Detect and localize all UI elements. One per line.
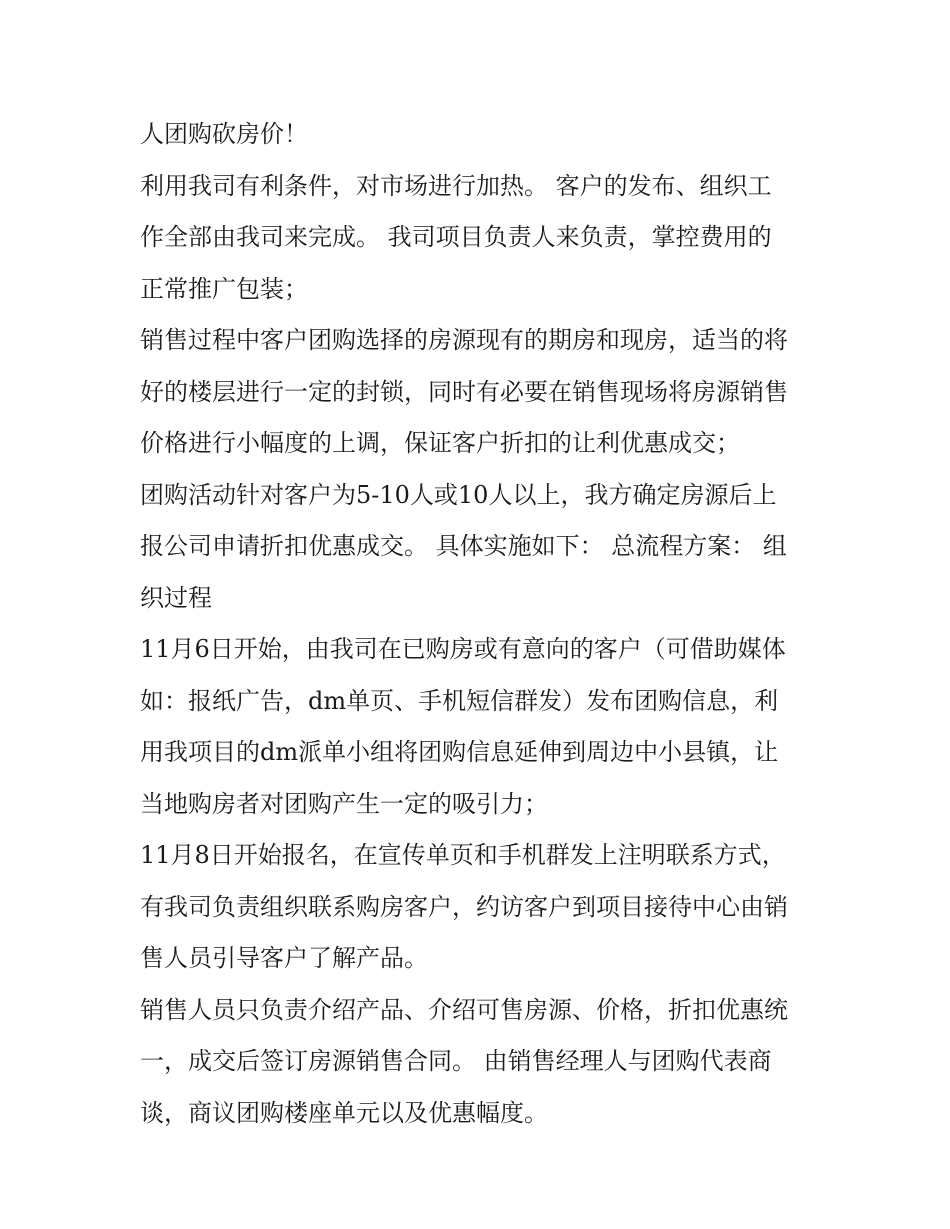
text-line: 售人员引导客户了解产品。 [140,944,428,972]
text-line: 有我司负责组织联系购房客户，约访客户到项目接待中心由销 [140,892,788,921]
text-line: 织过程 [140,583,212,612]
paragraph-market-heating [140,161,812,316]
paragraph-sales-staff [140,985,812,1140]
text-line: 用我项目的dm派单小组将团购信息延伸到周边中小县镇，让 [140,738,779,766]
text-line: 作全部由我司来完成。 我司项目负责人来负责，掌控费用的 [140,223,772,251]
text-line: 好的楼层进行一定的封锁，同时有必要在销售现场将房源销售 [140,377,788,406]
paragraph-group-activity [140,470,812,625]
text-line: 正常推广包装； [140,274,308,303]
text-line: 价格进行小幅度的上调，保证客户折扣的让利优惠成交； [140,429,740,457]
text-line: 销售过程中客户团购选择的房源现有的期房和现房，适当的将 [140,326,788,354]
text-line: 谈，商议团购楼座单元以及优惠幅度。 [140,1098,548,1127]
text-line: 如：报纸广告，dm单页、手机短信群发）发布团购信息，利 [140,686,779,715]
paragraph-sales-process [140,315,812,470]
document-body [140,109,812,1139]
text-line: 11月6日开始，由我司在已购房或有意向的客户（可借助媒体 [140,635,786,663]
text-line: 团购活动针对客户为5-10人或10人以上，我方确定房源后上 [140,480,777,509]
text-line: 销售人员只负责介绍产品、介绍可售房源、价格，折扣优惠统 [140,995,788,1024]
paragraph-nov-6-start [140,624,812,830]
text-line: 当地购房者对团购产生一定的吸引力； [140,789,548,818]
text-line: 利用我司有利条件，对市场进行加热。 客户的发布、组织工 [140,171,772,200]
text-line: 一，成交后签订房源销售合同。 由销售经理人与团购代表商 [140,1047,772,1075]
paragraph-nov-8-registration [140,830,812,985]
text-line: 11月8日开始报名，在宣传单页和手机群发上注明联系方式， [140,841,786,869]
paragraph-intro-title [140,109,812,161]
text-line: 报公司申请折扣优惠成交。 具体实施如下： 总流程方案： 组 [140,532,787,560]
text-line: 人团购砍房价！ [140,120,308,148]
